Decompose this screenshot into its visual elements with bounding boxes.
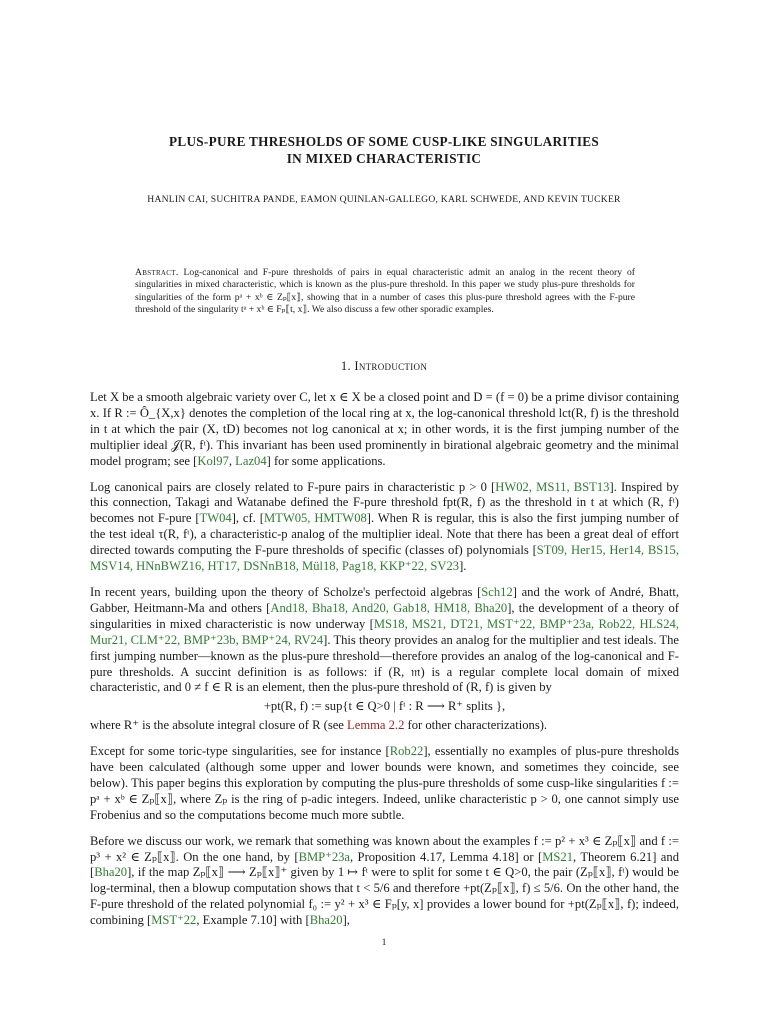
abstract-text: Log-canonical and F-pure thresholds of pairs in equal characteristic admit an analog in the recent theory of singularities in mixed characteristic, which is known as the plus-pure threshold. In this paper we study plus-pure thresholds for singularities of the form pᵃ + xᵇ ∈ Zₚ⟦x⟧, showing that in a number of cases this plus-pure threshold agrees with the F-pure threshold of the singularity tᵃ + xᵇ ∈ Fₚ⟦t, x⟧. We also discuss a few other sporadic examples. <box>135 267 635 315</box>
text-run: ]. This theory provides an analog for the multiplier and test ideals. The first jumping number—known as the plus-pure threshold—therefore provides an analog of the log-canonical and F-pure thresholds. A succint definition is as follows: if (R, 𝔪) is a regular complete local domain of mixed characteristic, and 0 ≠ f ∈ R is an element, then the plus-pure threshold of (R, f) is given by <box>90 632 679 695</box>
abstract-heading: Abstract. <box>135 267 179 278</box>
citation-link[interactable]: MTW05, HMTW08 <box>263 511 367 526</box>
title-line-2: IN MIXED CHARACTERISTIC <box>286 151 482 166</box>
text-run: ], if the map Zₚ⟦x⟧ ⟶ Zₚ⟦x⟧⁺ given by 1 ↦ fᵗ were to split for some t ∈ Q>0, the pair (Zₚ⟦x⟧, fᵗ) would be log-terminal, then a blowup computation shows that t < 5/6 and therefore +pt(Zₚ⟦x⟧, f) ≤ 5/6. On the other hand, the F-pure threshold of the related polynomial f₀ := y² + x³ ∈ Fₚ[y, x] provides a lower bound for +pt(Zₚ⟦x⟧, f); indeed, combining [ <box>90 865 679 928</box>
citation-link[interactable]: Sch12 <box>481 584 513 599</box>
text-run: , Proposition 4.17, Lemma 4.18] or [ <box>350 849 543 864</box>
text-run: Let X be a smooth algebraic variety over C, let x ∈ X be a closed point and D = (f = 0) be a prime divisor containing x. If R := Ô_{X,x} denotes the completion of the local ring at x, the log-canonical threshold lct(R, f) is the threshold in t at which the pair (X, tD) becomes not log canonical at x; in other words, it is the first jumping number of the multiplier ideal 𝒥(R, fᵗ). This invariant has been used prominently in birational algebraic geometry and the minimal model program; see [ <box>90 390 679 468</box>
citation-link[interactable]: MS18, MS21, DT21, MST⁺22, BMP⁺23a, Rob22, HLS24, Mur21, CLM⁺22, BMP⁺23b, BMP⁺24, RV24 <box>90 616 679 647</box>
title-line-1: PLUS-PURE THRESHOLDS OF SOME CUSP-LIKE SINGULARITIES <box>169 134 599 149</box>
text-run: Log canonical pairs are closely related to F-pure pairs in characteristic p > 0 [ <box>90 479 496 494</box>
page-number: 1 <box>381 937 387 948</box>
paragraph-4 <box>90 744 679 824</box>
citation-link[interactable]: MS21 <box>542 849 573 864</box>
paragraph-1 <box>90 390 679 470</box>
text-run: Except for some toric-type singularities, see for instance [ <box>90 744 390 759</box>
paragraph-3 <box>90 585 679 696</box>
text-run: , Theorem 6.21] and [ <box>90 849 679 880</box>
text-run: ], cf. [ <box>231 511 264 526</box>
text-run: ]. When R is regular, this is also the first jumping number of the test ideal τ(R, fᵗ), a characteristic-p analog of the multiplier ideal. Note that there has been a great deal of effort directed towards computing the F-pure thresholds of specific (classes of) polynomials [ <box>90 511 679 558</box>
paper-title <box>0 133 768 167</box>
author-list: HANLIN CAI, SUCHITRA PANDE, EAMON QUINLAN-GALLEGO, KARL SCHWEDE, AND KEVIN TUCKER <box>147 194 621 205</box>
body-text <box>90 390 679 939</box>
text-run: ]. <box>459 559 467 574</box>
citation-link[interactable]: ST09, Her15, Her14, BS15, MSV14, HNnBWZ16, HT17, DSNnB18, Mül18, Pag18, KKP⁺22, SV23 <box>90 543 679 574</box>
text-run: , <box>228 453 236 468</box>
citation-link[interactable]: Bha20 <box>309 913 343 928</box>
citation-link[interactable]: HW02, MS11, BST13 <box>495 479 610 494</box>
citation-link[interactable]: Laz04 <box>235 453 267 468</box>
paragraph-3-continued <box>90 718 679 734</box>
lemma-reference-link[interactable]: Lemma 2.2 <box>347 718 405 733</box>
paragraph-2 <box>90 480 679 575</box>
text-run: where R⁺ is the absolute integral closure of R (see <box>90 718 348 733</box>
text-run: ], the development of a theory of singularities in mixed characteristic is now underway [ <box>90 600 679 631</box>
text-run: for other characterizations). <box>404 718 548 733</box>
text-run: ]. Inspired by this connection, Takagi and Watanabe defined the F-pure threshold fpt(R, f) as the threshold in t at which (R, fᵗ) becomes not F-pure [ <box>90 479 679 526</box>
text-run: ] and the work of André, Bhatt, Gabber, Heitmann-Ma and others [ <box>90 584 679 615</box>
text-run: In recent years, building upon the theory of Scholze's perfectoid algebras [ <box>90 584 482 599</box>
citation-link[interactable]: Kol97 <box>197 453 229 468</box>
text-run: ] for some applications. <box>266 453 386 468</box>
section-heading-introduction: 1. Introduction <box>340 359 428 373</box>
abstract <box>135 267 635 316</box>
text-run: , Example 7.10] with [ <box>196 913 310 928</box>
citation-link[interactable]: Rob22 <box>389 744 424 759</box>
text-run: ], <box>342 913 350 928</box>
text-run: Before we discuss our work, we remark that something was known about the examples f := p² + x³ ∈ Zₚ⟦x⟧ and f := p³ + x² ∈ Zₚ⟦x⟧. On the one hand, by [ <box>90 833 679 864</box>
display-equation: +pt(R, f) := sup{t ∈ Q>0 | fᵗ : R ⟶ R⁺ splits }, <box>263 699 506 714</box>
citation-link[interactable]: TW04 <box>199 511 232 526</box>
citation-link[interactable]: And18, Bha18, And20, Gab18, HM18, Bha20 <box>270 600 508 615</box>
citation-link[interactable]: BMP⁺23a <box>298 849 351 864</box>
citation-link[interactable]: Bha20 <box>94 865 128 880</box>
citation-link[interactable]: MST⁺22 <box>151 913 197 928</box>
text-run: ], essentially no examples of plus-pure thresholds have been calculated (although some upper and lower bounds were known, and sometimes they coincide, see below). This paper begins this exploration by computing the plus-pure thresholds of some cusp-like singularities f := pᵃ + xᵇ ∈ Zₚ⟦x⟧, where Zₚ is the ring of p-adic integers. Indeed, unlike characteristic p > 0, one cannot simply use Frobenius and so the computations become much more subtle. <box>90 744 679 822</box>
paragraph-5 <box>90 834 679 929</box>
